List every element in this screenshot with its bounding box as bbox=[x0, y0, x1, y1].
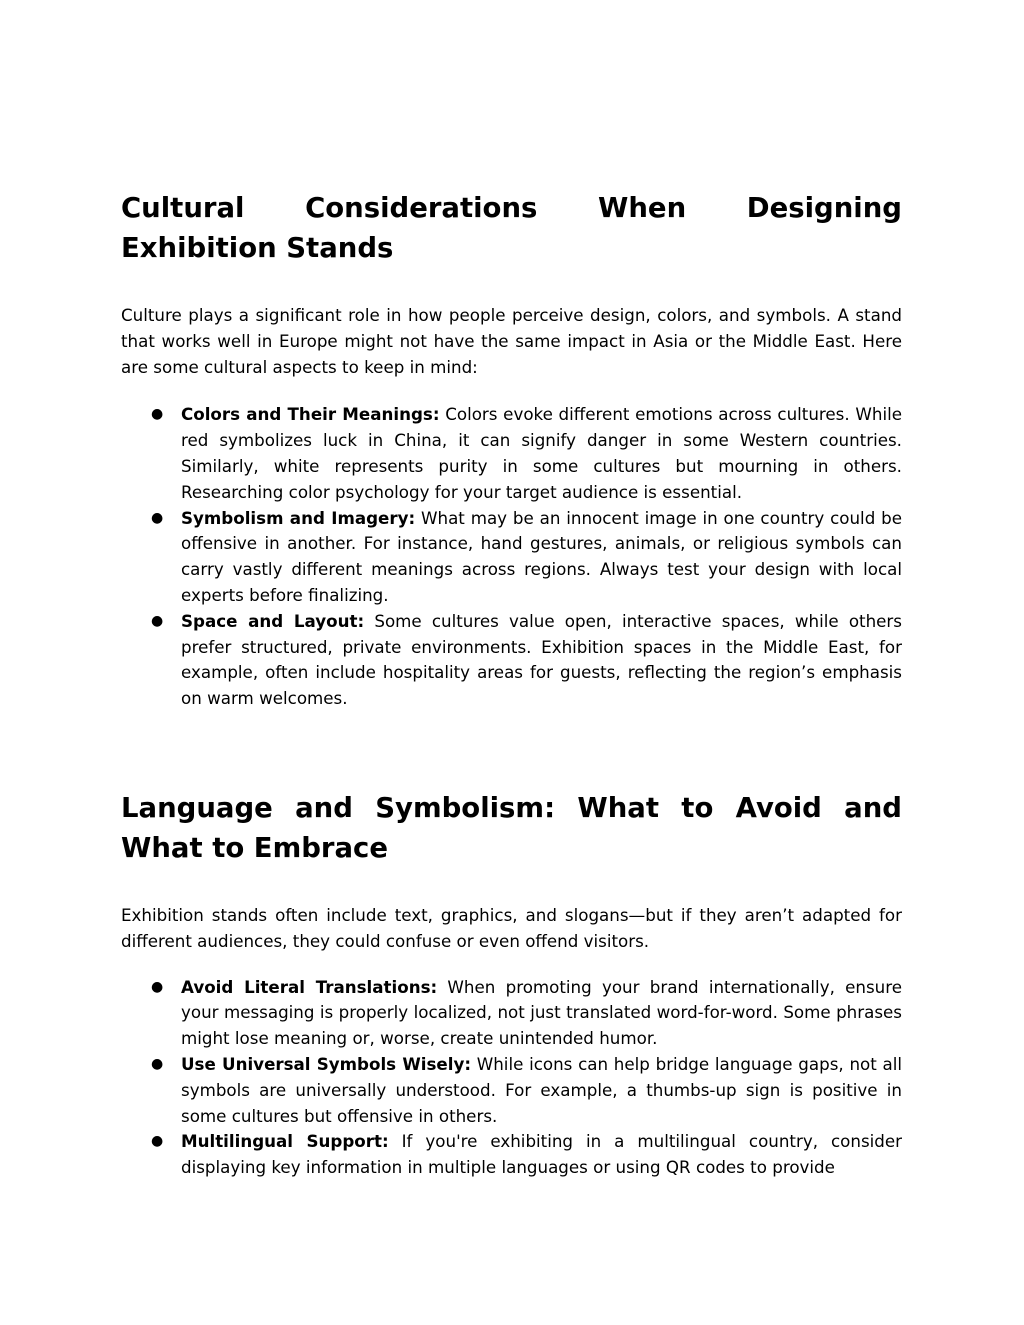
list-item-text: Some cultures value open, interactive spaces, while others prefer structured, private environments. Exhibition spaces in the Middle East, for example, often include hospitality areas for guests, reflecting the region’s emphasis on warm welcomes. bbox=[181, 610, 902, 709]
section-intro-paragraph: Culture plays a significant role in how people perceive design, colors, and symbols. A stand that works well in Europe might not have the same impact in Asia or the Middle East. Here are some cultural aspects to keep in mind: bbox=[121, 305, 902, 377]
list-item bbox=[121, 609, 902, 712]
bullet-icon: ● bbox=[151, 406, 164, 423]
list-item bbox=[121, 402, 902, 505]
section-heading-cultural-considerations: Cultural Considerations When Designing Exhibition Stands bbox=[121, 192, 902, 264]
list-item-term: Use Universal Symbols Wisely: bbox=[181, 1053, 471, 1074]
bullet-icon: ● bbox=[151, 978, 164, 995]
list-item-term: Space and Layout: bbox=[181, 610, 365, 631]
list-item-term: Colors and Their Meanings: bbox=[181, 404, 440, 425]
document-page bbox=[121, 188, 902, 1181]
bullet-icon: ● bbox=[151, 1133, 164, 1150]
list-item-term: Avoid Literal Translations: bbox=[181, 976, 438, 997]
list-item-term: Symbolism and Imagery: bbox=[181, 507, 416, 528]
list-item-text: When promoting your brand internationally, ensure your messaging is properly localized, not just translated word-for-word. Some phrases might lose meaning or, worse, create unintended humor. bbox=[181, 976, 902, 1049]
list-item-text: What may be an innocent image in one country could be offensive in another. For instance, hand gestures, animals, or religious symbols can carry vastly different meanings across regions. Always test your design with local experts before finalizing. bbox=[181, 507, 902, 605]
language-tips-list bbox=[121, 975, 902, 1181]
list-item-text: Colors evoke different emotions across cultures. While red symbolizes luck in China, it can signify danger in some Western countries. Similarly, white represents purity in some cultures but mourning in others. Researching color psychology for your target audience is essential. bbox=[181, 404, 902, 502]
bullet-icon: ● bbox=[151, 1055, 164, 1072]
section-intro-paragraph: Exhibition stands often include text, graphics, and slogans—but if they aren’t adapted for different audiences, they could confuse or even offend visitors. bbox=[121, 904, 902, 951]
bullet-icon: ● bbox=[151, 509, 164, 526]
bullet-icon: ● bbox=[151, 612, 164, 629]
list-item bbox=[121, 975, 902, 1052]
list-item bbox=[121, 1052, 902, 1129]
list-item-text: While icons can help bridge language gaps, not all symbols are universally understood. For example, a thumbs-up sign is positive in some cultures but offensive in others. bbox=[181, 1053, 903, 1126]
list-item-term: Multilingual Support: bbox=[181, 1131, 389, 1152]
cultural-aspects-list bbox=[121, 402, 902, 712]
list-item bbox=[121, 1129, 902, 1181]
list-item-text: If you're exhibiting in a multilingual country, consider displaying key information in multiple languages or using QR codes to provide bbox=[181, 1131, 902, 1178]
section-heading-language-symbolism: Language and Symbolism: What to Avoid and What to Embrace bbox=[121, 791, 902, 864]
list-item bbox=[121, 506, 902, 609]
